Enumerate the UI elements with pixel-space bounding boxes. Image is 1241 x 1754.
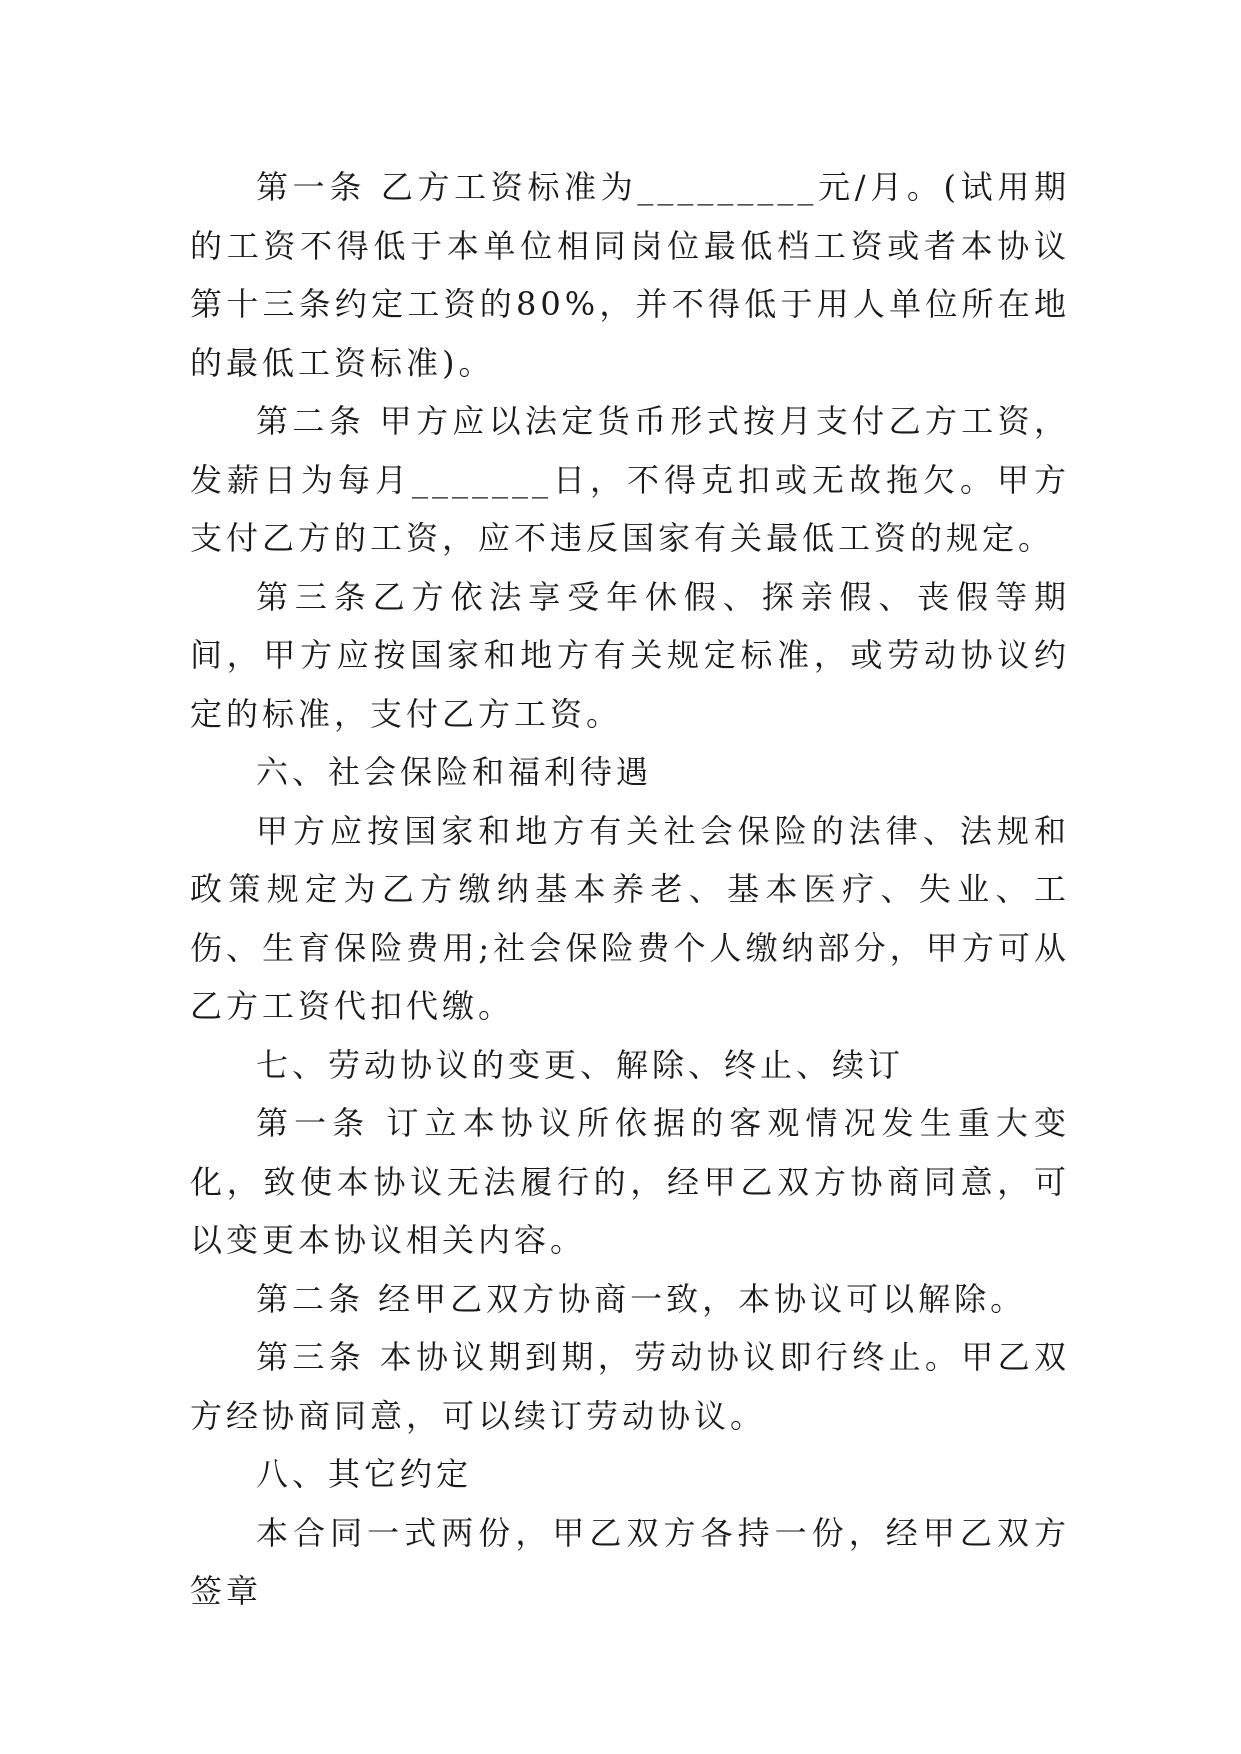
section-heading-social-insurance: 六、社会保险和福利待遇 xyxy=(256,753,653,791)
paragraph-contract-termination: 第二条 经甲乙双方协商一致，本协议可以解除。 xyxy=(256,1279,1027,1318)
document-body xyxy=(190,158,1070,1621)
section-heading-contract-changes: 七、劳动协议的变更、解除、终止、续订 xyxy=(256,1045,905,1084)
paragraph-wage-standard: 第一条 乙方工资标准为_________元/月。(试用期的工资不得低于本单位相同岗位最低档工资或者本协议第十三条约定工资的80%，并不得低于用人单位所在地的最低工资标准)。 xyxy=(190,168,1070,382)
paragraph-payday: 第二条 甲方应以法定货币形式按月支付乙方工资，发薪日为每月_______日，不得克扣或无故拖欠。甲方支付乙方的工资，应不违反国家有关最低工资的规定。 xyxy=(190,402,1070,557)
paragraph-copies: 本合同一式两份，甲乙双方各持一份，经甲乙双方签章 xyxy=(190,1513,1070,1610)
paragraph-contract-renewal: 第三条 本协议期到期，劳动协议即行终止。甲乙双方经协商同意，可以续订劳动协议。 xyxy=(190,1338,1070,1435)
paragraph-leave-pay: 第三条乙方依法享受年休假、探亲假、丧假等期间，甲方应按国家和地方有关规定标准，或劳动协议约定的标准，支付乙方工资。 xyxy=(190,577,1070,733)
paragraph-social-insurance: 甲方应按国家和地方有关社会保险的法律、法规和政策规定为乙方缴纳基本养老、基本医疗、失业、工伤、生育保险费用;社会保险费个人缴纳部分，甲方可从乙方工资代扣代缴。 xyxy=(190,811,1070,1025)
section-heading-other-terms: 八、其它约定 xyxy=(256,1455,473,1493)
paragraph-contract-change: 第一条 订立本协议所依据的客观情况发生重大变化，致使本协议无法履行的，经甲乙双方协商同意，可以变更本协议相关内容。 xyxy=(190,1104,1070,1259)
